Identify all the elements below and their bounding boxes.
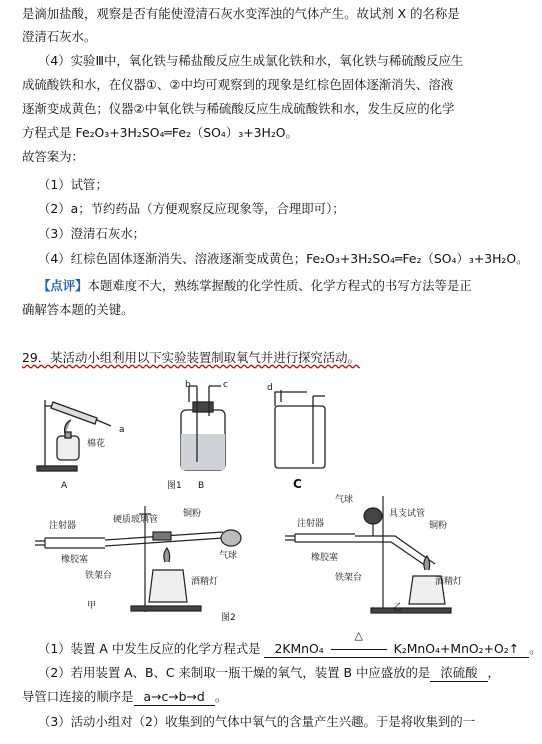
collection-bottle	[275, 406, 325, 468]
comment-line: 确解答本题的关键。	[22, 302, 134, 317]
bottle-neck	[275, 392, 307, 406]
gas-tube	[281, 390, 313, 464]
device-c	[275, 390, 325, 468]
chemical-equation: Fe₂O₃+3H₂SO₄═Fe₂（SO₄）₃+3H₂O。	[306, 251, 529, 266]
label-rubber: 橡胶塞	[61, 555, 89, 565]
label-rubber-yi: 橡胶塞	[311, 553, 339, 563]
label-syringe: 注射器	[49, 521, 77, 531]
stand-base-jia	[131, 606, 201, 611]
label-B: B	[198, 481, 205, 491]
text-line: （4）实验Ⅲ中，氧化铁与稀盐酸反应生成氯化铁和水，氧化铁与稀硫酸反应生	[38, 53, 464, 68]
reaction-arrow	[328, 629, 390, 657]
text-line: 是滴加盐酸，观察是否有能使澄清石灰水变浑浊的气体产生。故试剂 X 的名称是	[22, 6, 460, 21]
answer-blank: a→c→b→d	[134, 689, 215, 706]
label-stand: 铁架台	[85, 571, 113, 581]
stand-base-yi	[371, 608, 451, 613]
syringe-body-yi	[295, 534, 355, 542]
device-a	[37, 400, 111, 471]
label-copper: 铜粉	[183, 509, 202, 519]
label-lamp-yi: 酒精灯	[435, 577, 463, 587]
comment-tag: 【点评】	[38, 278, 88, 293]
punct: 。	[529, 641, 542, 656]
label-b: b	[185, 380, 191, 390]
label-a: a	[119, 425, 125, 435]
alcohol-lamp	[57, 436, 79, 460]
heat-symbol: △	[354, 629, 363, 642]
answer-line: （2）a；节约药品（方便观察反应现象等，合理即可）；	[38, 201, 345, 216]
text-line: 澄清石灰水。	[22, 29, 97, 44]
question-text: 导管口连接的顺序是	[22, 689, 134, 704]
balloon	[221, 530, 241, 546]
label-tube-yi: 具支试管	[389, 509, 426, 519]
answer-products: K₂MnO₄+MnO₂+O₂↑	[393, 641, 520, 656]
text-line: 成硫酸铁和水，在仪器①、②中均可观察到的现象是红棕色固体逐渐消失、溶液	[22, 77, 454, 92]
answer-line: （3）澄清石灰水；	[38, 226, 146, 241]
text-segment: （4）红棕色固体逐渐消失、溶液逐渐变成黄色；	[38, 251, 307, 266]
question-part-2b	[22, 689, 227, 706]
apparatus-diagram	[35, 376, 476, 622]
text-line: 故答案为：	[22, 149, 84, 164]
label-A: A	[61, 481, 68, 491]
question-text: （2）若用装置 A、B、C 来制取一瓶干燥的氧气，装置 B 中应盛放的是	[38, 665, 431, 680]
answer-line	[38, 251, 529, 267]
label-C: C	[293, 477, 302, 491]
comment-text: 本题难度不大，熟练掌握酸的化学性质、化学方程式的书写方法等是正	[87, 278, 472, 293]
syringe-plunger	[35, 541, 45, 545]
chemical-equation: Fe₂O₃+3H₂SO₄═Fe₂（SO₄）₃+3H₂O。	[75, 125, 298, 140]
question-part-3: （3）活动小组对（2）收集到的气体中氧气的含量产生兴趣。于是将收集到的一	[38, 714, 476, 729]
answer-blank: 浓硫酸	[430, 665, 487, 682]
syringe-body	[45, 538, 105, 548]
punct: 。	[214, 689, 228, 704]
figure-2-caption: 图2	[221, 613, 236, 623]
label-balloon: 气球	[219, 551, 238, 561]
experiment-figure	[35, 376, 476, 622]
label-syringe-yi: 注射器	[297, 519, 325, 529]
lamp-wick	[65, 432, 71, 438]
figure-1-caption: 图1	[167, 481, 182, 491]
answer-line: （1）试管；	[38, 177, 108, 192]
text-segment: 方程式是	[22, 125, 76, 140]
syringe-plunger-yi	[285, 536, 295, 540]
question-text: （1）装置 A 中发生反应的化学方程式是	[38, 641, 261, 656]
label-yi: 乙	[393, 603, 403, 613]
question-part-1	[38, 629, 542, 658]
text-line	[22, 125, 298, 141]
question-text: 29．某活动小组利用以下实验装置制取氧气并进行探究活动。	[22, 350, 360, 365]
answer-reactant: 2KMnO₄	[274, 641, 324, 656]
stopper	[193, 402, 213, 412]
test-tube	[51, 402, 97, 424]
punct: ，	[487, 665, 500, 680]
question-title	[22, 350, 360, 366]
comment-line	[38, 278, 472, 294]
delivery-tube	[97, 420, 111, 426]
text-line: 逐渐变成黄色；仪器②中氧化铁与稀硫酸反应生成硫酸铁和水，发生反应的化学	[22, 101, 455, 116]
label-d: d	[267, 383, 273, 393]
side-tube	[355, 536, 435, 568]
stand-base	[37, 466, 77, 471]
label-cotton: 棉花	[87, 439, 106, 449]
answer-blank	[264, 629, 529, 658]
label-c: c	[223, 380, 228, 390]
label-lamp: 酒精灯	[191, 577, 219, 587]
lamp-jia	[149, 570, 187, 602]
device-yi	[285, 496, 451, 613]
label-balloon-yi: 气球	[335, 495, 354, 505]
label-copper-yi: 铜粉	[429, 521, 448, 531]
device-b	[181, 386, 225, 470]
copper-powder	[153, 532, 171, 540]
label-jia: 甲	[87, 601, 97, 611]
label-stand-yi: 铁架台	[335, 573, 363, 583]
liquid	[181, 434, 225, 470]
label-glass-tube: 硬质玻璃管	[113, 515, 159, 525]
question-part-2	[38, 665, 500, 682]
balloon-yi	[364, 508, 382, 524]
